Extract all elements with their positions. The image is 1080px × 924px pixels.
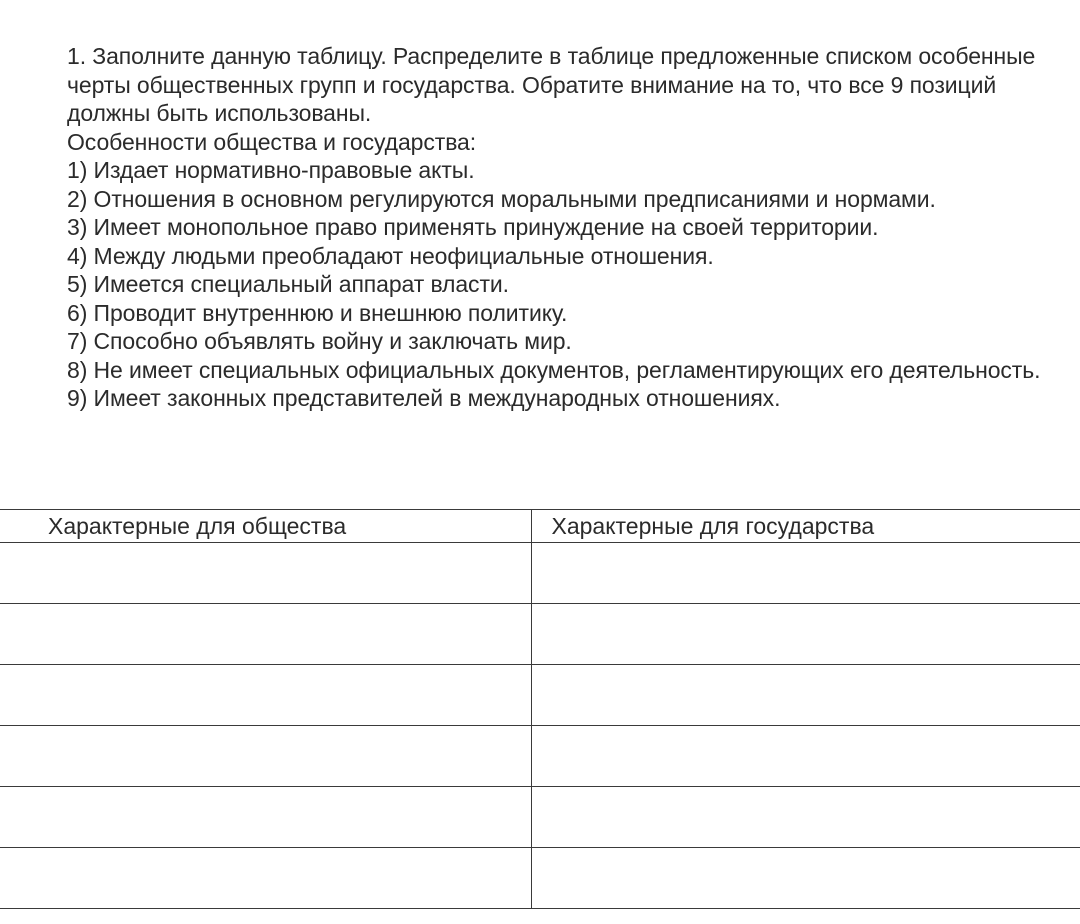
state-cell[interactable] — [531, 665, 1080, 726]
feature-item-2: 2) Отношения в основном регулируются моральными предписаниями и нормами. — [67, 185, 936, 212]
feature-item-7: 7) Способно объявлять войну и заключать мир. — [67, 328, 572, 354]
header-state: Характерные для государства — [531, 510, 1080, 543]
feature-item-8: 8) Не имеет специальных официальных документов, регламентирующих его деятельность. — [67, 356, 1041, 383]
state-cell[interactable] — [531, 848, 1080, 909]
feature-item-1: 1) Издает нормативно-правовые акты. — [67, 157, 475, 183]
task-intro: 1. Заполните данную таблицу. Распределите в таблице предложенные списком особенные черты общественных групп и государства. Обратите внимание на то, что все 9 позиций должны быть использованы. — [67, 43, 1036, 126]
feature-item-4: 4) Между людьми преобладают неофициальные отношения. — [67, 242, 714, 269]
state-cell[interactable] — [531, 604, 1080, 665]
state-cell[interactable] — [531, 543, 1080, 604]
table-row — [0, 848, 1080, 909]
table-row — [0, 726, 1080, 787]
society-cell[interactable] — [0, 848, 531, 909]
header-society: Характерные для общества — [0, 510, 531, 543]
feature-item-3: 3) Имеет монопольное право применять принуждение на своей территории. — [67, 214, 879, 240]
society-cell[interactable] — [0, 726, 531, 787]
state-cell[interactable] — [531, 726, 1080, 787]
feature-item-9: 9) Имеет законных представителей в международных отношениях. — [67, 385, 781, 411]
society-cell[interactable] — [0, 787, 531, 848]
state-cell[interactable] — [531, 787, 1080, 848]
feature-item-5: 5) Имеется специальный аппарат власти. — [67, 271, 509, 297]
table-row — [0, 787, 1080, 848]
table-row — [0, 665, 1080, 726]
answer-table — [0, 509, 1080, 909]
feature-item-6: 6) Проводит внутреннюю и внешнюю политику. — [67, 299, 568, 326]
features-list-title: Особенности общества и государства: — [67, 128, 477, 155]
society-cell[interactable] — [0, 665, 531, 726]
society-cell[interactable] — [0, 543, 531, 604]
table-row — [0, 604, 1080, 665]
society-cell[interactable] — [0, 604, 531, 665]
table-header-row — [0, 510, 1080, 543]
table-row — [0, 543, 1080, 604]
task-text — [67, 42, 1067, 413]
